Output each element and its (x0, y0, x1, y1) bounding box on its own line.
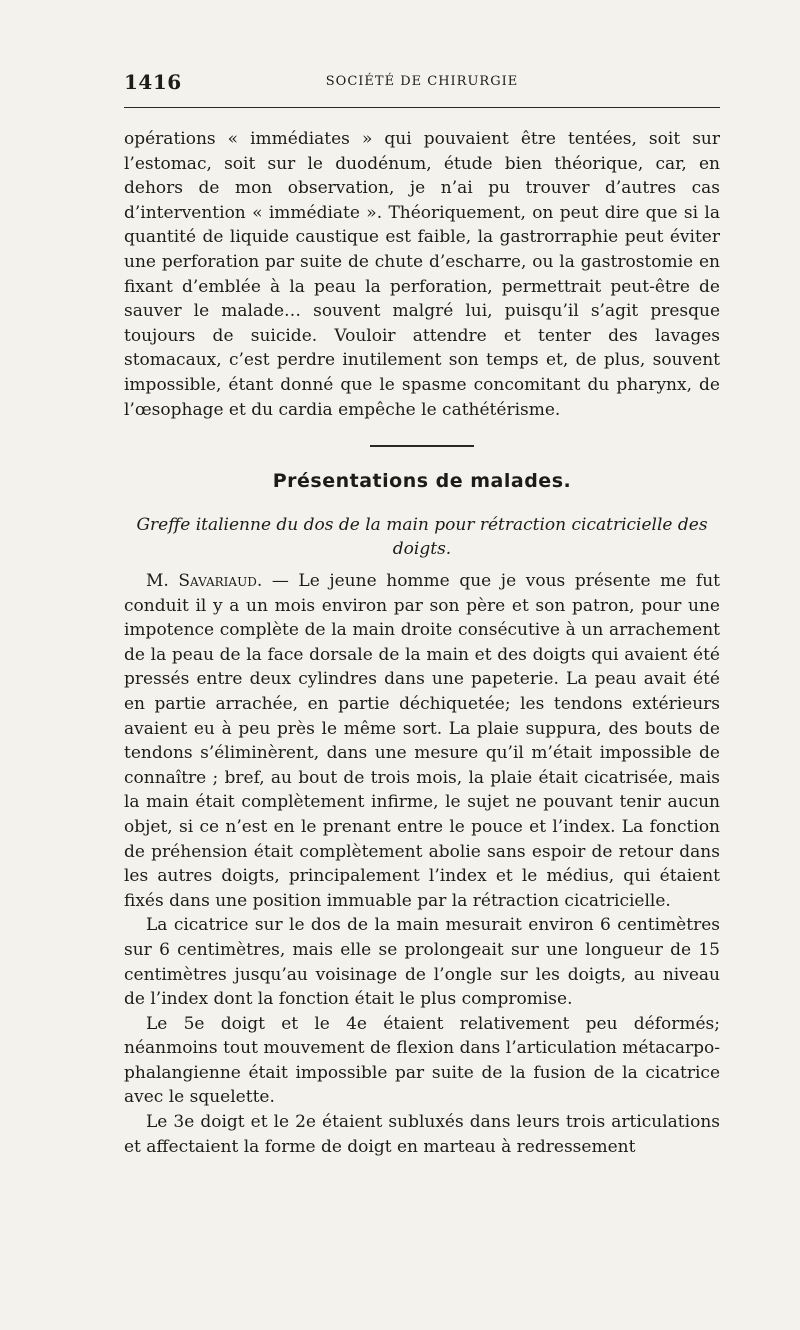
paragraph-3: Le 5e doigt et le 4e étaient relativement peu déformés; néanmoins tout mouvement de flexion dans l’articulation métacarpo-phalangienne était impossible par suite de la fusion de la cicatrice avec le squelette. (124, 1013, 720, 1108)
header-rule (124, 107, 720, 108)
paragraph-2: La cicatrice sur le dos de la main mesurait environ 6 centimètres sur 6 centimètres, mais elle se prolongeait sur une longueur de 15 centimètres jusqu’au voisinage de l’ongle sur les doigts, au niveau de l’index dont la fonction était le plus compromise. (124, 915, 720, 1010)
page-number: 1416 (124, 70, 182, 94)
paragraph-1 (124, 569, 720, 913)
section-subtitle: Greffe italienne du dos de la main pour rétraction cicatricielle des doigts. (136, 515, 708, 559)
paragraph-1-text: — Le jeune homme que je vous présente me fut conduit il y a un mois environ par son père et son patron, pour une impotence complète de la main droite consécutive à un arrachement de la peau de la face dorsale de la main et des doigts qui avaient été pressés entre deux cylindres dans une papeterie. La peau avait été en partie arrachée, en partie déchiquetée; les tendons extérieurs avaient eu à peu près le même sort. La plaie suppura, des bouts de tendons s’éliminèrent, dans une mesure qu’il m’était impossible de connaître ; bref, au bout de trois mois, la plaie était cicatrisée, mais la main était complètement infirme, le sujet ne pouvant tenir aucun objet, si ce n’est en le prenant entre le pouce et l’index. La fonction de préhension était complètement abolie sans espoir de retour dans les autres doigts, principalement l’index et le médius, qui étaient fixés dans une position immuable par la rétraction cicatricielle. (124, 571, 720, 911)
speaker-name: M. Savariaud. (146, 571, 263, 591)
paragraph-4: Le 3e doigt et le 2e étaient subluxés dans leurs trois articulations et affectaient la forme de doigt en marteau à redressement (124, 1112, 720, 1157)
page-header (124, 64, 720, 100)
main-text-block (124, 569, 720, 1159)
intro-paragraph: opérations « immédiates » qui pouvaient être tentées, soit sur l’estomac, soit sur le duodénum, étude bien théorique, car, en dehors de mon observation, je n’ai pu trouver d’autres cas d’intervention « immédiate ». Théoriquement, on peut dire que si la quantité de liquide caustique est faible, la gastrorraphie peut éviter une perforation par suite de chute d’escharre, ou la gastrostomie en fixant d’emblée à la peau la perforation, permettrait peut-être de sauver le malade… souvent malgré lui, puisqu’il s’agit presque toujours de suicide. Vouloir attendre et tenter des lavages stomacaux, c’est perdre inutilement son temps et, de plus, souvent impossible, étant donné que le spasme concomitant du pharynx, de l’œsophage et du cardia empêche le cathétérisme. (124, 129, 720, 420)
running-title: SOCIÉTÉ DE CHIRURGIE (325, 74, 519, 89)
section-divider (370, 445, 474, 447)
intro-block (124, 127, 720, 422)
section-heading: Présentations de malades. (272, 470, 572, 492)
